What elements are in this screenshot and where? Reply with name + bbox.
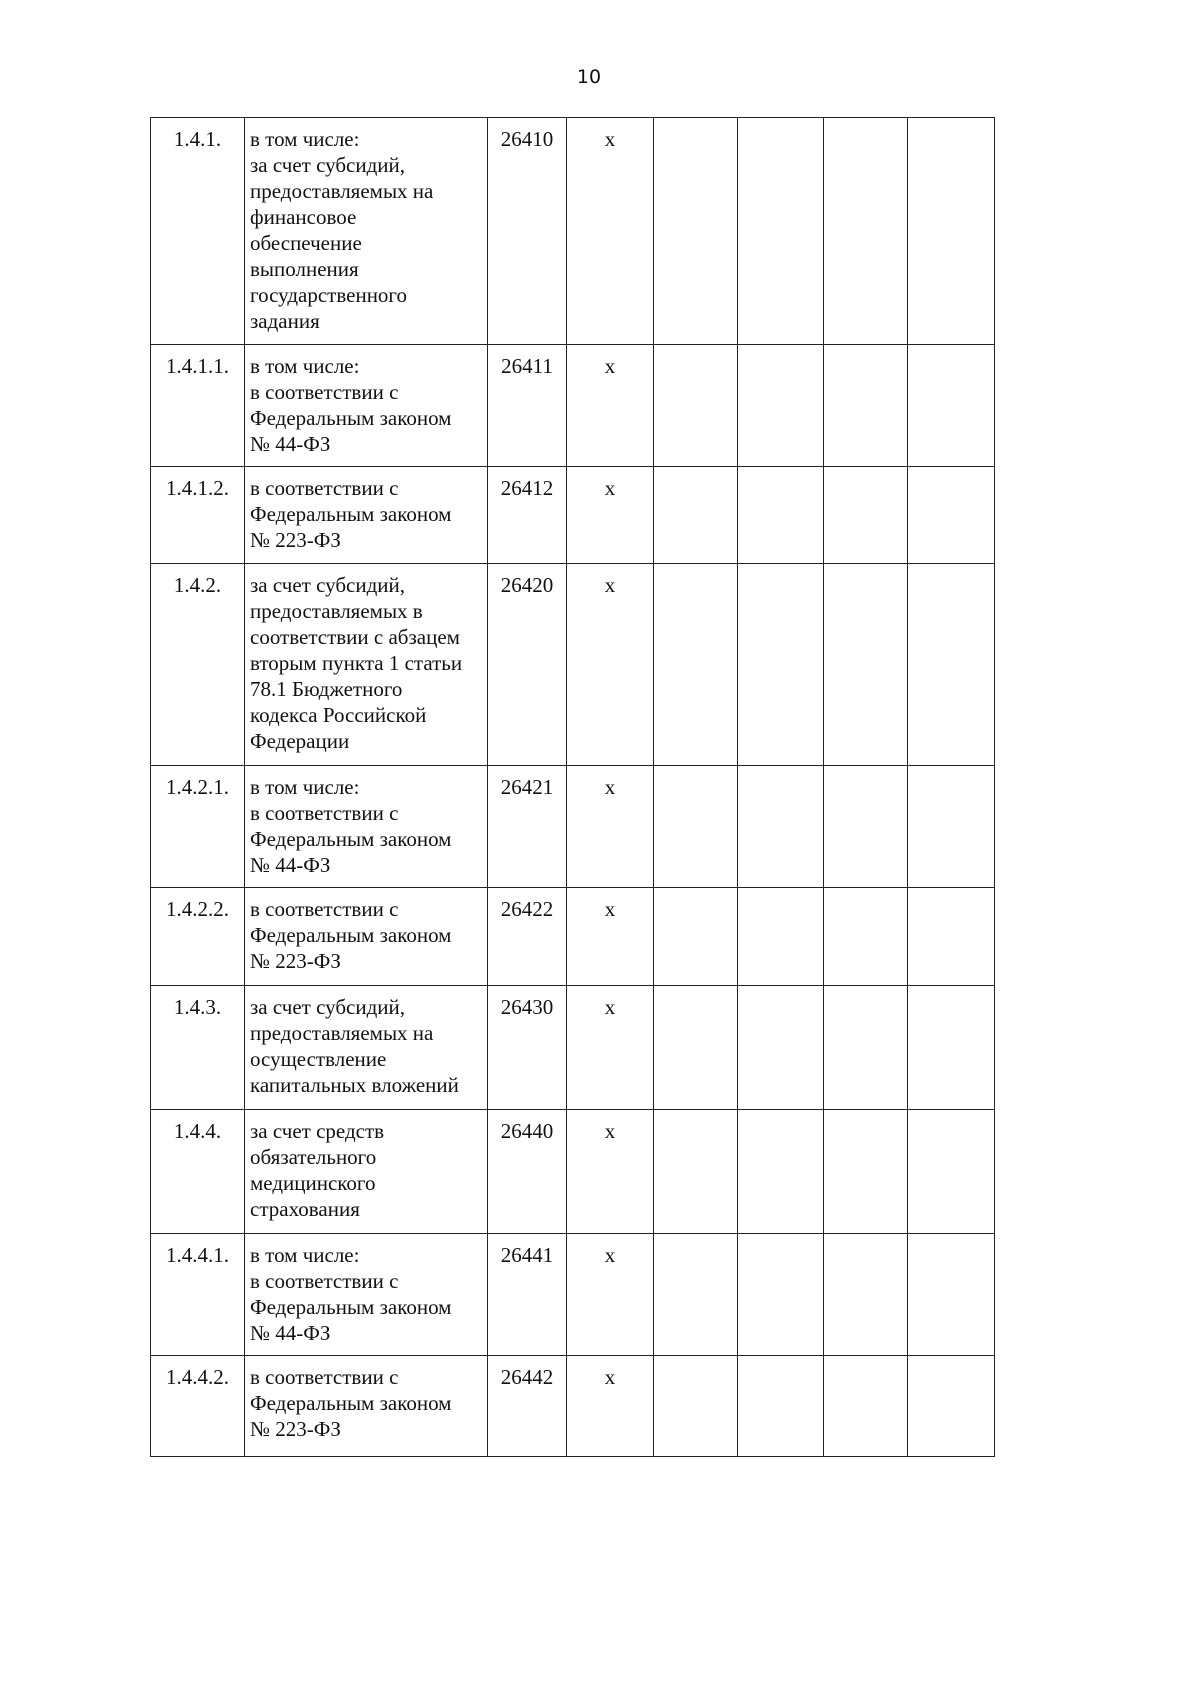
empty-cell <box>908 564 995 766</box>
description-line: в соответствии с <box>250 476 399 500</box>
description-line: за счет субсидий, <box>250 153 405 177</box>
row-line-code: 26411 <box>488 345 567 467</box>
description-line: государственного <box>250 283 408 307</box>
empty-cell <box>738 1234 824 1356</box>
description-line: капитальных вложений <box>250 1073 459 1097</box>
empty-cell <box>654 986 738 1110</box>
description-line: финансовое <box>250 205 357 229</box>
description-line: в том числе: <box>250 127 360 151</box>
empty-cell <box>908 1356 995 1457</box>
table-row <box>151 766 995 888</box>
row-code: 1.4.1.1. <box>151 345 245 467</box>
description-line: обязательного <box>250 1145 377 1169</box>
empty-cell <box>908 345 995 467</box>
description-line: в соответствии с <box>250 897 399 921</box>
row-code: 1.4.2.1. <box>151 766 245 888</box>
empty-cell <box>654 118 738 345</box>
description-line: № 44-ФЗ <box>250 1321 331 1345</box>
empty-cell <box>654 1356 738 1457</box>
row-mark: x <box>567 1110 654 1234</box>
description-line: за счет субсидий, <box>250 573 405 597</box>
row-line-code: 26430 <box>488 986 567 1110</box>
row-line-code: 26422 <box>488 888 567 986</box>
description-line: № 44-ФЗ <box>250 853 331 877</box>
row-description <box>245 888 488 986</box>
page-number: 10 <box>576 66 602 88</box>
description-line: предоставляемых на <box>250 179 434 203</box>
empty-cell <box>908 467 995 564</box>
empty-cell <box>738 888 824 986</box>
table-row <box>151 467 995 564</box>
description-line: Федеральным законом <box>250 1391 452 1415</box>
empty-cell <box>654 564 738 766</box>
empty-cell <box>654 766 738 888</box>
description-line: задания <box>250 309 320 333</box>
table-row <box>151 564 995 766</box>
empty-cell <box>824 888 908 986</box>
description-line: Федеральным законом <box>250 923 452 947</box>
row-description <box>245 1356 488 1457</box>
row-mark: x <box>567 467 654 564</box>
row-mark: x <box>567 888 654 986</box>
row-code: 1.4.4.2. <box>151 1356 245 1457</box>
row-description <box>245 467 488 564</box>
row-line-code: 26410 <box>488 118 567 345</box>
table-row <box>151 888 995 986</box>
description-line: Федерации <box>250 729 350 753</box>
row-line-code: 26440 <box>488 1110 567 1234</box>
description-line: в соответствии с <box>250 801 399 825</box>
description-line: в том числе: <box>250 1243 360 1267</box>
empty-cell <box>824 986 908 1110</box>
empty-cell <box>738 564 824 766</box>
description-line: Федеральным законом <box>250 502 452 526</box>
empty-cell <box>654 888 738 986</box>
empty-cell <box>738 766 824 888</box>
description-line: № 223-ФЗ <box>250 528 341 552</box>
empty-cell <box>738 345 824 467</box>
empty-cell <box>824 564 908 766</box>
description-line: Федеральным законом <box>250 1295 452 1319</box>
row-line-code: 26421 <box>488 766 567 888</box>
empty-cell <box>908 118 995 345</box>
row-line-code: 26412 <box>488 467 567 564</box>
empty-cell <box>908 888 995 986</box>
row-code: 1.4.1. <box>151 118 245 345</box>
row-description <box>245 564 488 766</box>
empty-cell <box>824 118 908 345</box>
table-row <box>151 118 995 345</box>
row-mark: x <box>567 1234 654 1356</box>
description-line: в соответствии с <box>250 380 399 404</box>
report-table <box>150 117 995 1457</box>
row-code: 1.4.4. <box>151 1110 245 1234</box>
description-line: в том числе: <box>250 775 360 799</box>
description-line: № 223-ФЗ <box>250 949 341 973</box>
row-description <box>245 766 488 888</box>
row-mark: x <box>567 1356 654 1457</box>
table-row <box>151 1356 995 1457</box>
row-code: 1.4.2.2. <box>151 888 245 986</box>
description-line: осуществление <box>250 1047 387 1071</box>
row-mark: x <box>567 345 654 467</box>
description-line: в соответствии с <box>250 1365 399 1389</box>
empty-cell <box>824 1110 908 1234</box>
row-description <box>245 1110 488 1234</box>
row-code: 1.4.3. <box>151 986 245 1110</box>
empty-cell <box>824 1234 908 1356</box>
table-row <box>151 1110 995 1234</box>
row-line-code: 26420 <box>488 564 567 766</box>
table-row <box>151 1234 995 1356</box>
empty-cell <box>654 345 738 467</box>
empty-cell <box>824 467 908 564</box>
row-code: 1.4.4.1. <box>151 1234 245 1356</box>
empty-cell <box>654 467 738 564</box>
description-line: Федеральным законом <box>250 406 452 430</box>
row-line-code: 26441 <box>488 1234 567 1356</box>
description-line: 78.1 Бюджетного <box>250 677 403 701</box>
empty-cell <box>908 1234 995 1356</box>
row-line-code: 26442 <box>488 1356 567 1457</box>
description-line: за счет средств <box>250 1119 385 1143</box>
row-code: 1.4.2. <box>151 564 245 766</box>
description-line: страхования <box>250 1197 360 1221</box>
empty-cell <box>738 1110 824 1234</box>
empty-cell <box>654 1234 738 1356</box>
empty-cell <box>738 467 824 564</box>
description-line: соответствии с абзацем <box>250 625 460 649</box>
description-line: выполнения <box>250 257 359 281</box>
description-line: № 44-ФЗ <box>250 432 331 456</box>
empty-cell <box>908 1110 995 1234</box>
table-row <box>151 345 995 467</box>
row-description <box>245 1234 488 1356</box>
description-line: в том числе: <box>250 354 360 378</box>
row-mark: x <box>567 118 654 345</box>
row-description <box>245 118 488 345</box>
description-line: медицинского <box>250 1171 376 1195</box>
empty-cell <box>824 1356 908 1457</box>
empty-cell <box>908 766 995 888</box>
empty-cell <box>908 986 995 1110</box>
table-row <box>151 986 995 1110</box>
description-line: предоставляемых на <box>250 1021 434 1045</box>
description-line: в соответствии с <box>250 1269 399 1293</box>
row-mark: x <box>567 564 654 766</box>
empty-cell <box>824 766 908 888</box>
empty-cell <box>824 345 908 467</box>
row-code: 1.4.1.2. <box>151 467 245 564</box>
table-body <box>151 118 995 1457</box>
description-line: обеспечение <box>250 231 362 255</box>
row-description <box>245 345 488 467</box>
description-line: за счет субсидий, <box>250 995 405 1019</box>
description-line: № 223-ФЗ <box>250 1417 341 1441</box>
empty-cell <box>738 118 824 345</box>
row-mark: x <box>567 766 654 888</box>
description-line: вторым пункта 1 статьи <box>250 651 463 675</box>
empty-cell <box>738 986 824 1110</box>
empty-cell <box>738 1356 824 1457</box>
description-line: кодекса Российской <box>250 703 427 727</box>
row-mark: x <box>567 986 654 1110</box>
description-line: Федеральным законом <box>250 827 452 851</box>
empty-cell <box>654 1110 738 1234</box>
description-line: предоставляемых в <box>250 599 423 623</box>
row-description <box>245 986 488 1110</box>
